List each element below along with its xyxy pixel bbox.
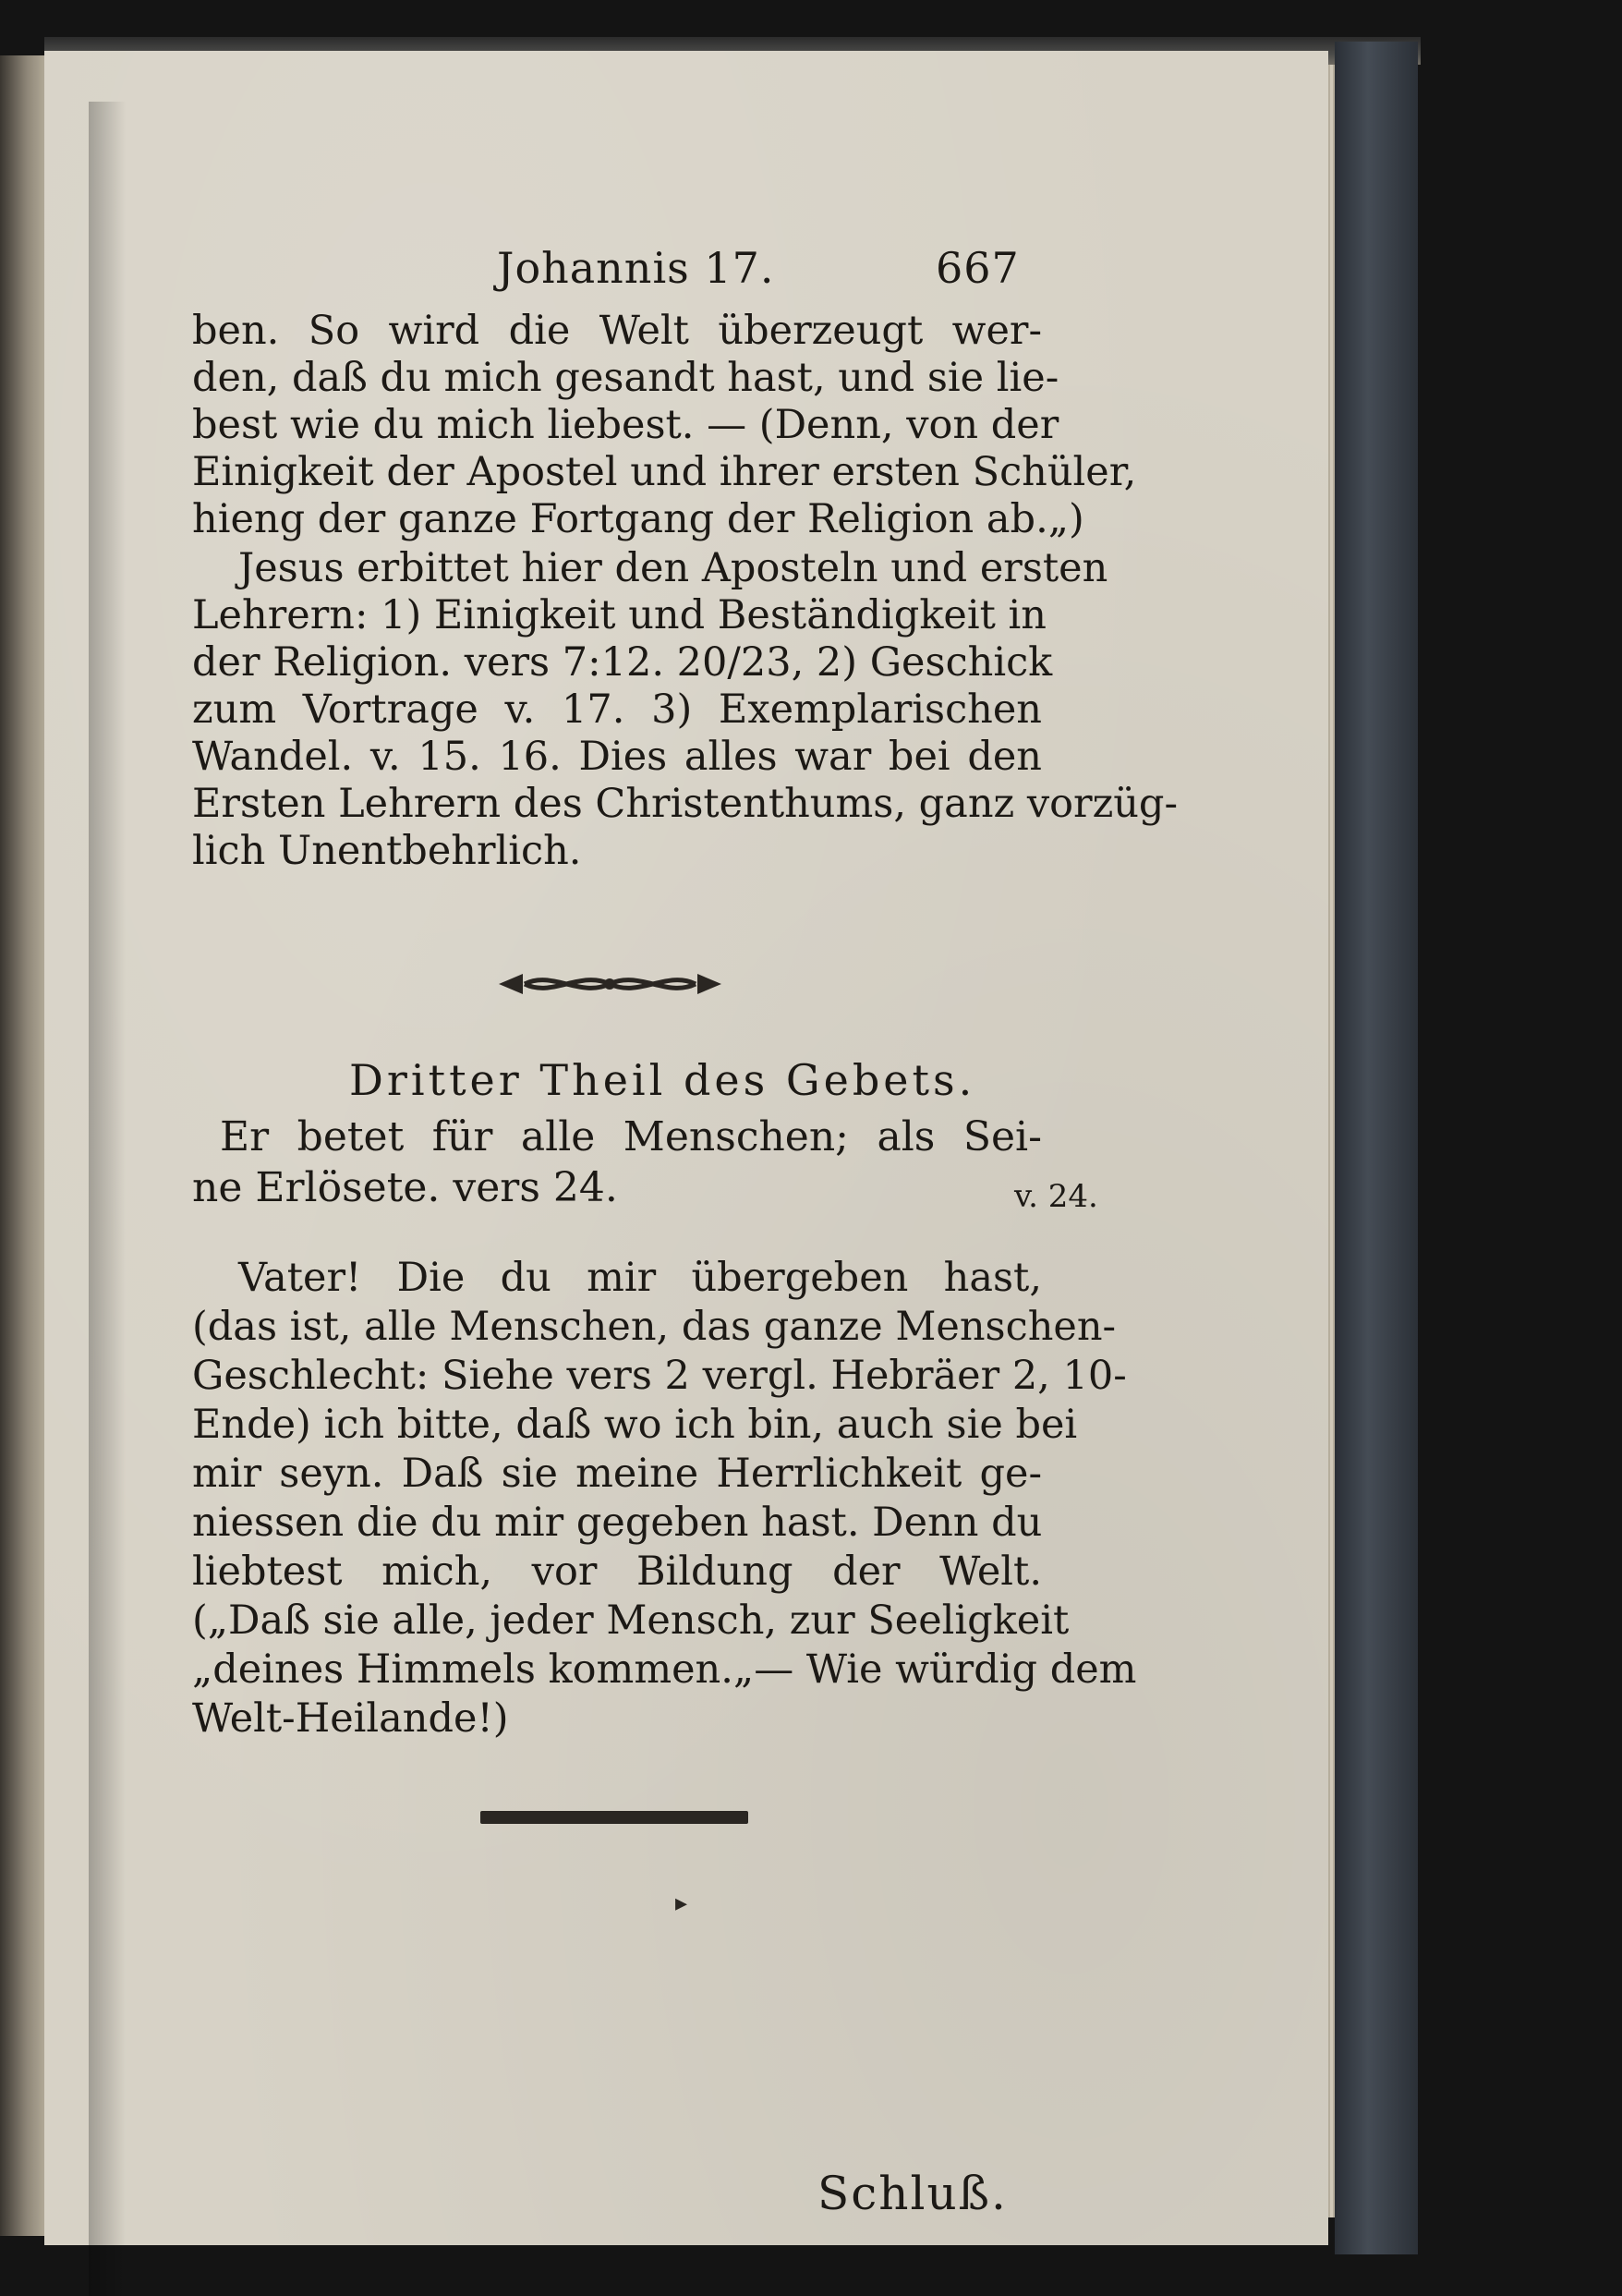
header-title: Johannis 17.	[497, 243, 775, 293]
paragraph1-line: ben. So wird die Welt überzeugt wer-	[192, 308, 1042, 354]
paragraph1-line: hieng der ganze Fortgang der Religion ab.„)	[192, 496, 1084, 542]
gutter-shadow	[89, 102, 126, 2296]
paragraph2-line: lich Unentbehrlich.	[192, 828, 582, 874]
book-page	[44, 51, 1328, 2245]
paragraph3-line: mir seyn. Daß sie meine Herrlichkeit ge-	[192, 1451, 1042, 1497]
paragraph3-line: liebtest mich, vor Bildung der Welt.	[192, 1549, 1042, 1595]
paragraph3-line: niessen die du mir gegeben hast. Denn du	[192, 1500, 1043, 1546]
paragraph2-line: Lehrern: 1) Einigkeit und Beständigkeit in	[192, 592, 1047, 638]
paragraph2-line: Wandel. v. 15. 16. Dies alles war bei den	[192, 734, 1042, 780]
section-heading: Dritter Theil des Gebets.	[349, 1055, 976, 1105]
ornament-divider	[497, 968, 723, 1000]
section-subtitle-line: ne Erlösete. vers 24.	[192, 1164, 618, 1211]
paragraph3-line: (das ist, alle Menschen, das ganze Menschen-	[192, 1304, 1117, 1350]
paragraph3-line: Vater! Die du mir übergeben hast,	[238, 1255, 1042, 1301]
paragraph3-line: „deines Himmels kommen.„— Wie würdig dem	[192, 1646, 1137, 1693]
end-rule	[480, 1811, 748, 1824]
facing-page-edge	[0, 55, 44, 2236]
page-number: 667	[936, 243, 1020, 293]
running-header	[497, 243, 1051, 293]
paragraph1-line: Einigkeit der Apostel und ihrer ersten Schüler,	[192, 449, 1137, 495]
paragraph1-line: best wie du mich liebest. — (Denn, von der	[192, 402, 1059, 448]
paragraph3-line: Ende) ich bitte, daß wo ich bin, auch sie bei	[192, 1402, 1078, 1448]
paragraph3-line: Welt-Heilande!)	[192, 1695, 509, 1742]
printer-mark: ▸	[675, 1889, 688, 1917]
closing-word: Schluß.	[817, 2167, 1008, 2220]
margin-note: v. 24.	[1014, 1178, 1098, 1215]
paragraph2-line: Jesus erbittet hier den Aposteln und ersten	[238, 545, 1108, 591]
paragraph3-line: Geschlecht: Siehe vers 2 vergl. Hebräer 2, 10-	[192, 1353, 1127, 1399]
book-cover	[1335, 42, 1418, 2254]
paragraph2-line: Ersten Lehrern des Christenthums, ganz vorzüg-	[192, 781, 1178, 827]
paragraph3-line: („Daß sie alle, jeder Mensch, zur Seeligkeit	[192, 1597, 1070, 1644]
paragraph2-line: der Religion. vers 7:12. 20/23, 2) Geschick	[192, 639, 1053, 686]
section-subtitle-line: Er betet für alle Menschen; als Sei-	[220, 1113, 1042, 1160]
paragraph1-line: den, daß du mich gesandt hast, und sie lie-	[192, 355, 1059, 401]
paragraph2-line: zum Vortrage v. 17. 3) Exemplarischen	[192, 686, 1042, 733]
